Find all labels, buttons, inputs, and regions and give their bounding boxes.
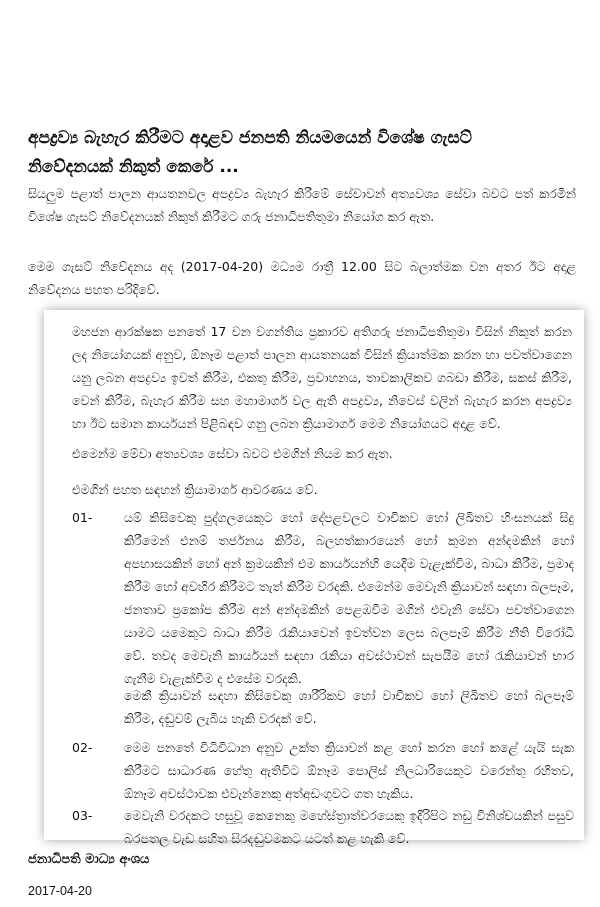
notice-essential-services: එමෙන්ම මේවා අත්‍යවශ්‍ය සේවා බවට එමගින් නියම කර ඇත.: [72, 446, 393, 461]
item-number: 03-: [72, 808, 93, 823]
lead-paragraph: සියලුම පළාත් පාලන ආයතනවල අපද්‍රව්‍ය බැහැර කිරීමේ සේවාවන් අත්‍යවශ්‍ය සේවා බවට පත් කරමින් විශේෂ ගැසට් නිවේදනයක් නිකුත් කිරීමට ගරු ජනාධිපතිතුමා නියෝග කර ඇත.: [28, 186, 576, 224]
item-number: 01-: [72, 510, 93, 525]
item-text: යම් කිසිවෙකු පුද්ගලයෙකුට හෝ දේපළවලට වාචිකව හෝ ලිඛිතව හිංසනයක් සිදු කිරීමෙන් එනම් තර්ජනය කිරීම, බලහත්කාරයෙන් හෝ කුමන අන්දමකින් හෝ අපහාසයකින් හෝ අන් ක්‍රමයකින් එම කාර්යයන්හි යෙදීම වැළැක්වීම, බාධා කිරීම, ප්‍රමාද කිරීම හෝ අවහිර කිරීමට තැත් කිරීම වරදකි. එමෙන්ම මෙවැනි ක්‍රියාවන් සඳහා බලපෑම, ජනතාව ප්‍රකෝප කිරීම අන් අන්දමකින් පෙළඹවීම මගින් එවැනි සේවා පවත්වාගෙන යාමට යමෙකුට බාධා කිරීම රැකියාවෙන් ඉවත්වන ලෙස බලපෑම් කිරීම නීති විරෝධී වේ. තවද මෙවැනි කාර්යයන් සඳහා රැකියා අවස්ථාවන් සැපයීම හෝ රැකියාවන් භාර ගැනීම වැළැක්වීම ද එසේම වරදකි.: [124, 510, 574, 686]
headline: අපද්‍රව්‍ය බැහැර කිරීමට අදාළව ජනපති නියමයෙන් විශේෂ ගැසට් නිවේදනයක් නිකුත් කෙරේ ...: [28, 128, 472, 177]
item-extra-text: මෙකී ක්‍රියාවන් සඳහා කිසිවෙකු ශාරීරිකව හෝ වාචිකව හෝ ලිඛිතව හෝ බලපෑම් කිරීම, දඬුවම් ලැබිය හැකි වරදක් වේ.: [124, 688, 574, 726]
notice-box: [44, 310, 584, 846]
item-number: 02-: [72, 740, 93, 755]
notice-intro: මහජන ආරක්ෂක පනතේ 17 වන වගන්තිය ප්‍රකාරව අතිගරු ජනාධිපතිතුමා විසින් නිකුත් කරන ලද නියෝගයක් අනුව, ඕනෑම පළාත් පාලන ආයතනයක් විසින් ක්‍රියාත්මක කරන හා පවත්වාගෙන යනු ලබන අපද්‍රව්‍ය ඉවත් කිරීම, එකතු කිරීම, ප්‍රවාහනය, තාවකාලිකව ගබඩා කිරීම, සකස් කිරීම, වෙන් කිරීම, බැහැර කිරීම සහ මහාමාර්ග වල ඇති අපද්‍රව්‍ය, නිවෙස් වලින් බැහැර කරන අපද්‍රව්‍ය හා ඊට සමාන කාර්යයන් පිළිබඳව ගනු ලබන ක්‍රියාමාර්ග මෙම නියෝගයට අදාළ වේ.: [72, 324, 572, 431]
issuing-office: ජනාධිපති මාධ්‍ය අංශය: [28, 852, 150, 867]
notice-covered-actions-intro: එමගින් පහත සඳහන් ක්‍රියාමාර්ග ආවරණය වේ.: [72, 482, 318, 497]
item-text: මෙවැනි වරදකට හසුවූ කෙනෙකු මහේස්ත්‍රාත්වරයෙකු ඉදිරිපිට නඩු විනිශ්චයකින් පසුව බරපතල වැඩ සහිත සිරදඬුවමකට යටත් කළ හැකි වේ.: [124, 808, 574, 846]
gazette-effective-paragraph: මෙම ගැසට් නිවේදනය අද (2017-04-20) මධ්‍යම රාත්‍රී 12.00 සිට බලාත්මක වන අතර ඊට අදාළ නිවේදනය පහත පරිදිවේ.: [28, 259, 576, 297]
issue-date: 2017-04-20: [28, 884, 92, 898]
item-text: මෙම පනතේ විධිවිධාන අනුව උක්ත ක්‍රියාවන් කළ හෝ කරන හෝ කළේ යැයි සැක කිරීමට සාධාරණ හේතු ඇතිවිට ඕනෑම පොලිස් නිලධාරියෙකුට වරෙන්තු රහිතව, ඕනෑම අවස්ථාවක එවැන්නෙකු අත්අඩංගුවට ගත හැකිය.: [124, 740, 574, 801]
